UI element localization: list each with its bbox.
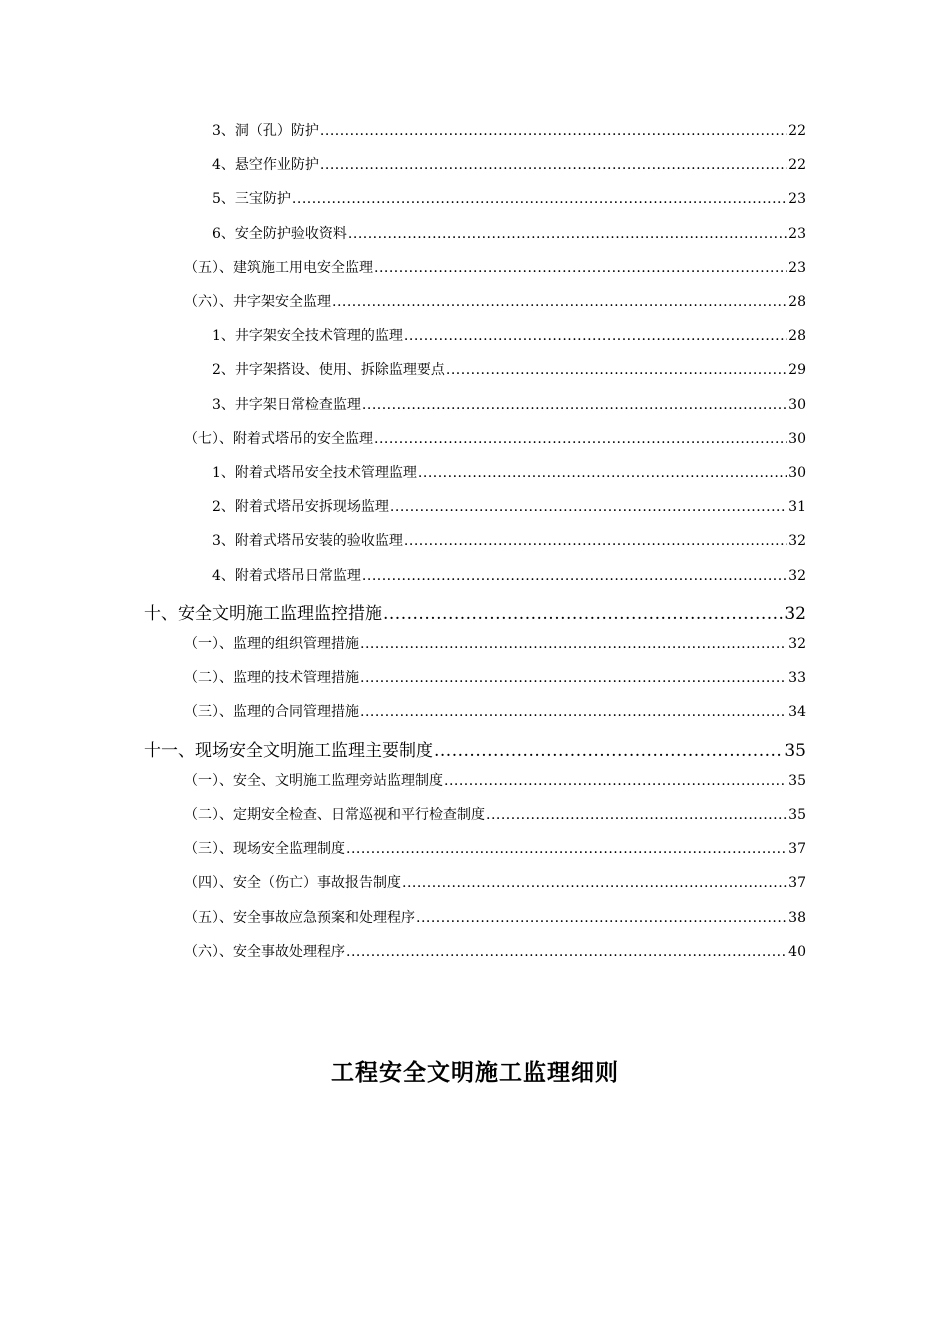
toc-entry-label: （三）、监理的合同管理措施 [184, 704, 359, 721]
toc-dot-leader [446, 362, 787, 378]
toc-entry-label: 十、安全文明施工监理监控措施 [144, 603, 382, 624]
toc-dot-leader [374, 260, 787, 276]
toc-dot-leader [383, 604, 783, 624]
toc-entry-label: （四）、安全（伤亡）事故报告制度 [184, 875, 401, 892]
toc-entry-label: 2、井字架搭设、使用、拆除监理要点 [212, 362, 445, 379]
toc-entry-label: （二）、监理的技术管理措施 [184, 670, 359, 687]
toc-dot-leader [362, 397, 787, 413]
toc-entry[interactable] [0, 565, 806, 585]
toc-entry[interactable] [0, 736, 806, 761]
toc-entry-page: 28 [788, 294, 806, 310]
toc-entry[interactable] [0, 633, 806, 653]
toc-entry-label: （三）、现场安全监理制度 [184, 841, 345, 858]
toc-entry-page: 32 [788, 567, 806, 584]
toc-dot-leader [486, 807, 787, 823]
toc-entry[interactable] [0, 325, 806, 345]
toc-entry[interactable] [0, 257, 806, 277]
toc-entry-page: 32 [788, 533, 806, 550]
toc-entry-page: 37 [788, 875, 806, 892]
toc-entry-page: 30 [788, 430, 806, 447]
toc-dot-leader [348, 226, 787, 242]
toc-dot-leader [346, 841, 787, 857]
toc-entry[interactable] [0, 120, 806, 140]
toc-entry-label: （五）、安全事故应急预案和处理程序 [184, 909, 415, 926]
toc-entry-label: （六）、安全事故处理程序 [184, 943, 345, 960]
toc-dot-leader [332, 294, 787, 310]
toc-entry-page: 28 [788, 328, 806, 345]
toc-entry-label: 3、洞（孔）防护 [212, 123, 319, 139]
toc-entry[interactable] [0, 462, 806, 482]
toc-entry[interactable] [0, 154, 806, 174]
toc-dot-leader [374, 431, 787, 447]
toc-dot-leader [402, 875, 787, 891]
toc-entry-page: 32 [788, 636, 806, 652]
toc-dot-leader [404, 533, 787, 549]
toc-entry[interactable] [0, 599, 806, 624]
toc-entry[interactable] [0, 804, 806, 824]
toc-entry[interactable] [0, 667, 806, 687]
toc-entry[interactable] [0, 428, 806, 448]
toc-entry-label: （七）、附着式塔吊的安全监理 [184, 430, 373, 447]
toc-entry-label: 十一、现场安全文明施工监理主要制度 [144, 740, 433, 761]
toc-entry-page: 22 [788, 123, 806, 139]
toc-entry[interactable] [0, 941, 806, 961]
toc-entry[interactable] [0, 701, 806, 721]
toc-entry-label: 4、附着式塔吊日常监理 [212, 567, 361, 584]
toc-dot-leader [418, 465, 787, 481]
toc-entry-label: （二）、定期安全检查、日常巡视和平行检查制度 [184, 807, 485, 823]
toc-entry-page: 23 [788, 259, 806, 276]
toc-dot-leader [346, 944, 787, 960]
toc-entry-label: 3、附着式塔吊安装的验收监理 [212, 533, 403, 550]
toc-dot-leader [320, 123, 787, 139]
toc-entry[interactable] [0, 223, 806, 243]
toc-entry-label: 5、三宝防护 [212, 191, 291, 208]
toc-entry-page: 40 [788, 943, 806, 960]
toc-entry-label: 1、附着式塔吊安全技术管理监理 [212, 465, 417, 481]
toc-entry-page: 32 [784, 603, 806, 624]
toc-entry-page: 37 [788, 841, 806, 858]
toc-entry[interactable] [0, 530, 806, 550]
toc-entry[interactable] [0, 838, 806, 858]
toc-entry-page: 31 [788, 499, 806, 516]
toc-dot-leader [360, 704, 787, 720]
toc-entry-label: （五）、建筑施工用电安全监理 [184, 259, 373, 276]
toc-entry[interactable] [0, 496, 806, 516]
toc-entry-page: 38 [788, 909, 806, 926]
toc-entry-page: 33 [788, 670, 806, 687]
toc-dot-leader [360, 636, 787, 652]
document-title: 工程安全文明施工监理细则 [331, 1059, 619, 1086]
toc-entry[interactable] [0, 770, 806, 790]
toc-dot-leader [444, 773, 787, 789]
toc-dot-leader [320, 157, 787, 173]
toc-entry-page: 35 [788, 772, 806, 789]
toc-entry-label: 4、悬空作业防护 [212, 157, 319, 174]
toc-entry-label: （一）、监理的组织管理措施 [184, 636, 359, 652]
toc-entry-page: 34 [788, 704, 806, 721]
toc-entry-label: 2、附着式塔吊安拆现场监理 [212, 499, 389, 516]
toc-entry[interactable] [0, 907, 806, 927]
toc-entry-page: 23 [788, 191, 806, 208]
toc-dot-leader [362, 568, 787, 584]
toc-entry-page: 35 [784, 740, 806, 761]
toc-entry-page: 30 [788, 396, 806, 413]
toc-dot-leader [434, 741, 783, 761]
toc-entry-label: 3、井字架日常检查监理 [212, 396, 361, 413]
toc-entry-label: （一）、安全、文明施工监理旁站监理制度 [184, 772, 443, 789]
toc-dot-leader [390, 499, 787, 515]
toc-dot-leader [404, 328, 787, 344]
toc-entry[interactable] [0, 291, 806, 311]
toc-entry[interactable] [0, 394, 806, 414]
toc-entry[interactable] [0, 872, 806, 892]
toc-entry[interactable] [0, 188, 806, 208]
toc-entry-label: （六）、井字架安全监理 [184, 294, 331, 310]
toc-dot-leader [416, 910, 787, 926]
toc-entry-label: 6、安全防护验收资料 [212, 225, 347, 242]
toc-entry-page: 29 [788, 362, 806, 379]
toc-entry-page: 30 [788, 465, 806, 481]
toc-entry-page: 23 [788, 225, 806, 242]
toc-entry-page: 35 [788, 807, 806, 823]
toc-dot-leader [360, 670, 787, 686]
toc-entry-page: 22 [788, 157, 806, 174]
toc-dot-leader [292, 191, 787, 207]
toc-entry[interactable] [0, 359, 806, 379]
toc-entry-label: 1、井字架安全技术管理的监理 [212, 328, 403, 345]
